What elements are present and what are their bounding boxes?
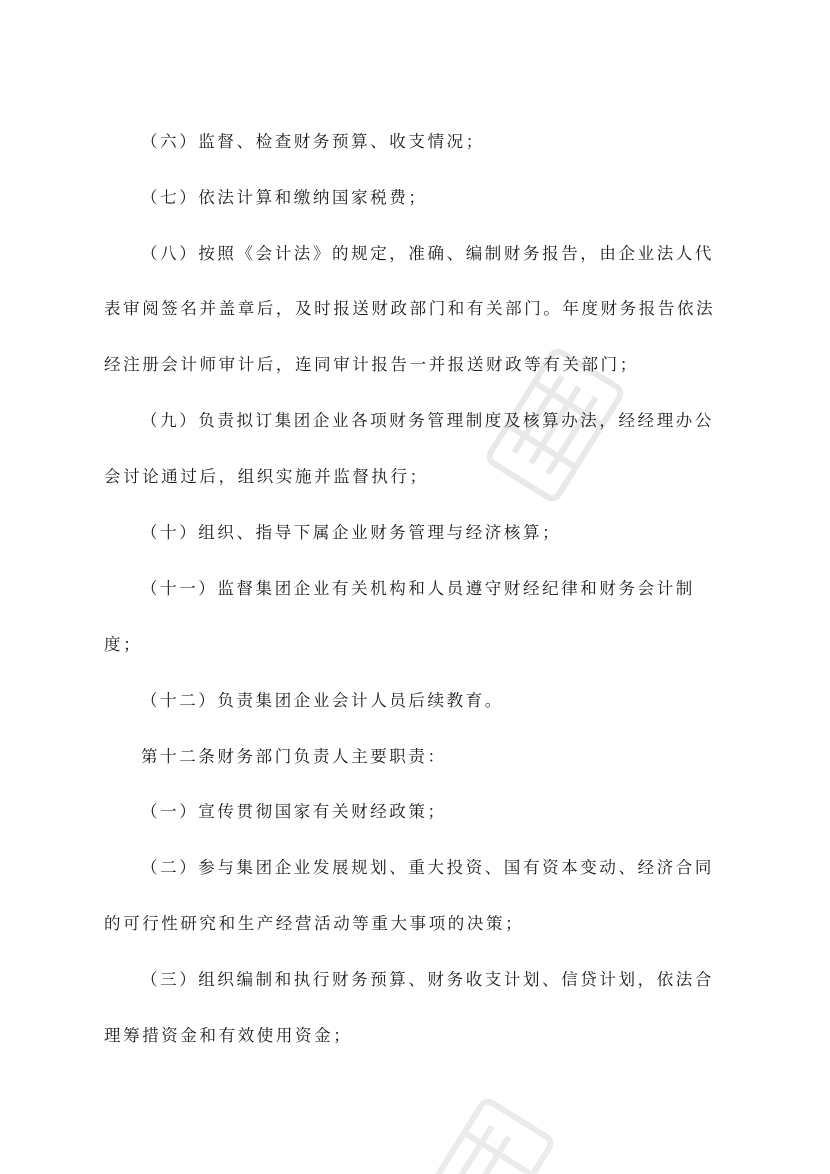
paragraph-line: （十一）监督集团企业有关机构和人员遵守财经纪律和财务会计制 [141, 579, 695, 598]
section-heading: 第十二条财务部门负责人主要职责： [141, 747, 447, 766]
paragraph-line: 表审阅签名并盖章后，及时报送财政部门和有关部门。年度财务报告依法 [104, 299, 716, 318]
paragraph-line: 会讨论通过后，组织实施并监督执行； [104, 467, 429, 486]
paragraph-line: 经注册会计师审计后，连同审计报告一并报送财政等有关部门； [104, 355, 639, 374]
paragraph-line: （九）负责拟订集团企业各项财务管理制度及核算办法，经经理办公 [141, 411, 714, 430]
paragraph-line: （六）监督、检查财务预算、收支情况； [141, 132, 485, 151]
paragraph-line: （十二）负责集团企业会计人员后续教育。 [141, 691, 504, 710]
paragraph-line: （八）按照《会计法》的规定，准确、编制财务报告，由企业法人代 [141, 244, 714, 263]
paragraph-line: （三）组织编制和执行财务预算、财务收支计划、信贷计划，依法合 [141, 970, 714, 989]
paragraph-line: 的可行性研究和生产经营活动等重大事项的决策； [104, 914, 525, 933]
paragraph-line: （二）参与集团企业发展规划、重大投资、国有资本变动、经济合同 [141, 858, 714, 877]
paragraph-line: （十）组织、指导下属企业财务管理与经济核算； [141, 523, 562, 542]
paragraph-line: 度； [104, 635, 143, 654]
paragraph-line: （七）依法计算和缴纳国家税费； [141, 188, 428, 207]
paragraph-line: 理筹措资金和有效使用资金； [104, 1026, 353, 1045]
paragraph-line: （一）宣传贯彻国家有关财经政策； [141, 802, 447, 821]
